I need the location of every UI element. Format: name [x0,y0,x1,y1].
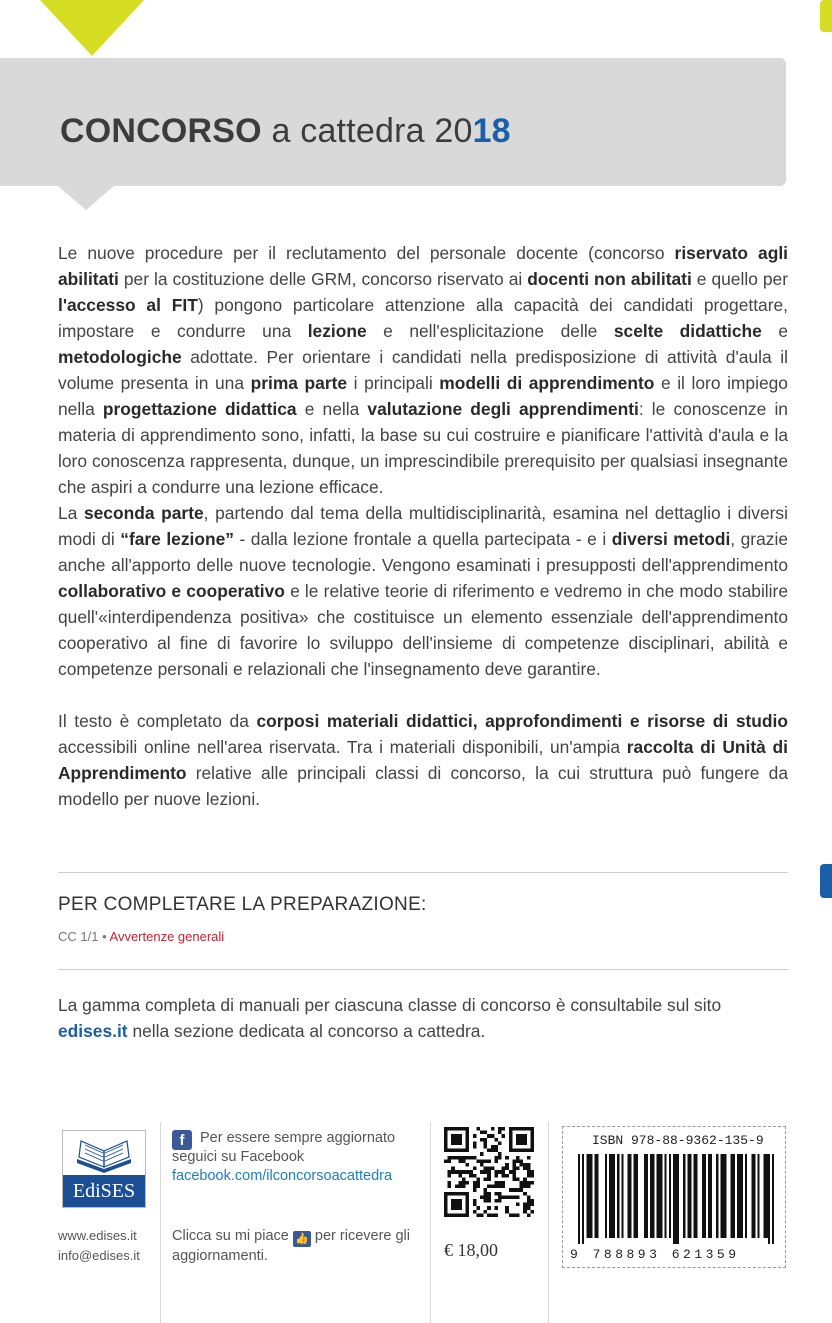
emphasis-text: l'accesso al FIT [58,295,198,315]
column-divider [160,1122,161,1323]
emphasis-text: collaborativo e cooperativo [58,581,285,601]
preparation-code: CC 1/1 • [58,929,107,944]
description-paragraph-1 [58,240,788,500]
emphasis-text: valutazione degli apprendimenti [367,399,639,419]
isbn-label: ISBN 978-88-9362-135-9 [592,1133,764,1148]
emphasis-text: riservato agli abilitati [58,243,789,289]
body-text-run: ) pongono particolare attenzione alla capacità dei candidati progettare, impostare e condurre una [58,295,788,341]
title-year-accent: 18 [472,112,511,150]
title-regular-part: a cattedra 20 [261,112,473,150]
body-text-run: e nella [296,399,368,419]
title-band-pointer [58,186,114,210]
body-text-run: e nell'esplicitazione delle [366,321,614,341]
body-text-run: La [58,503,84,523]
book-title [60,112,511,151]
publisher-email[interactable]: info@edises.it [58,1248,140,1263]
body-text-run: e il loro impiego nella [58,373,788,419]
body-text-run: per la costituzione delle GRM, concorso riservato ai [118,269,528,289]
body-text-run: accessibili online nell'area riservata. Tra i materiali disponibili, un'ampia [58,737,627,757]
divider [58,969,788,970]
open-book-icon [73,1137,135,1173]
emphasis-text: metodologiche [58,347,182,367]
body-text-run: Il testo è completato da [58,711,257,731]
edises-link[interactable]: edises.it [58,1021,128,1041]
preparation-item [58,929,224,944]
body-text-run: adottate. Per orientare i candidati nella predisposizione di attività d'aula il volume presenta in una [58,347,788,393]
qr-code[interactable] [444,1127,534,1217]
ean-barcode [578,1154,774,1244]
logo-wordmark: EdiSES [63,1175,145,1207]
emphasis-text: “fare lezione” [120,529,234,549]
facebook-icon: f [172,1130,192,1150]
body-text-run: i principali [347,373,440,393]
preparation-item-title: Avvertenze generali [106,929,225,944]
publisher-website[interactable]: www.edises.it [58,1228,137,1243]
body-text-run: , grazie anche all'apporto delle nuove tecnologie. Vengono esaminati i presupposti dell'apprendimento [58,529,789,575]
yellow-edge-tab [820,0,832,32]
ean-digits: 9 788893 621359 [570,1247,740,1262]
body-text-run: e quello per [691,269,788,289]
body-text-run: e le relative teorie di riferimento e vedremo in che modo stabilire quell'«interdipendenza positiva» che costituisce un elemento essenziale dell'apprendimento cooperativo al fine di favorire lo sviluppo dell'insieme di competenze disciplinari, abilità e competenze personali e relazionali che l'insegnamento deve garantire. [58,581,788,679]
emphasis-text: scelte didattiche [613,321,762,341]
body-text-run: e [761,321,788,341]
facebook-promo: Per essere sempre aggiornato seguici su Facebook facebook.com/ilconcorsoacattedra [172,1130,396,1184]
preparation-heading: PER COMPLETARE LA PREPARAZIONE: [58,894,427,915]
price: € 18,00 [444,1240,498,1260]
column-divider [430,1122,431,1323]
divider [58,872,788,873]
emphasis-text: diversi metodi [611,529,731,549]
edises-logo [62,1130,146,1208]
body-text-run: : le conoscenze in materia di apprendimento sono, infatti, la base su cui costruire e pianificare l'attività d'aula e la loro conoscenza rappresenta, dunque, un imprescindibile prerequisito per qualsiasi insegnante che aspiri a condurre una lezione efficace. [58,399,788,497]
body-text-run: - dalla lezione frontale a quella partecipata - e i [234,529,612,549]
emphasis-text: docenti non abilitati [527,269,692,289]
description-paragraph-3 [58,708,788,812]
body-text-run: relative alle principali classi di concorso, la cui struttura può fungere da modello per nuove lezioni. [58,763,788,809]
thumbs-up-icon: 👍 [293,1231,311,1247]
like-instruction: Clicca su mi piace 👍 per ricevere gli aggiornamenti. [172,1228,410,1264]
body-text-run: Le nuove procedure per il reclutamento del personale docente (concorso [58,243,675,263]
column-divider [548,1122,549,1323]
description-text [58,240,788,812]
emphasis-text: raccolta di Unità di Apprendimento [58,737,788,783]
website-note: La gamma completa di manuali per ciascuna classe di concorso è consultabile sul sito edises.it nella sezione dedicata al concorso a cattedra. [58,995,722,1041]
yellow-corner-triangle [40,0,144,56]
blue-edge-tab [820,864,832,898]
emphasis-text: prima parte [250,373,348,393]
title-bold-part: CONCORSO [60,112,262,150]
description-paragraph-2 [58,500,788,682]
emphasis-text: modelli di apprendimento [439,373,655,393]
facebook-link[interactable]: facebook.com/ilconcorsoacattedra [172,1168,393,1184]
emphasis-text: progettazione didattica [102,399,297,419]
emphasis-text: seconda parte [83,503,204,523]
body-text-run: , partendo dal tema della multidisciplinarità, esamina nel dettaglio i diversi modi di [58,503,788,549]
emphasis-text: corposi materiali didattici, approfondimenti e risorse di studio [256,711,788,731]
emphasis-text: lezione [307,321,367,341]
